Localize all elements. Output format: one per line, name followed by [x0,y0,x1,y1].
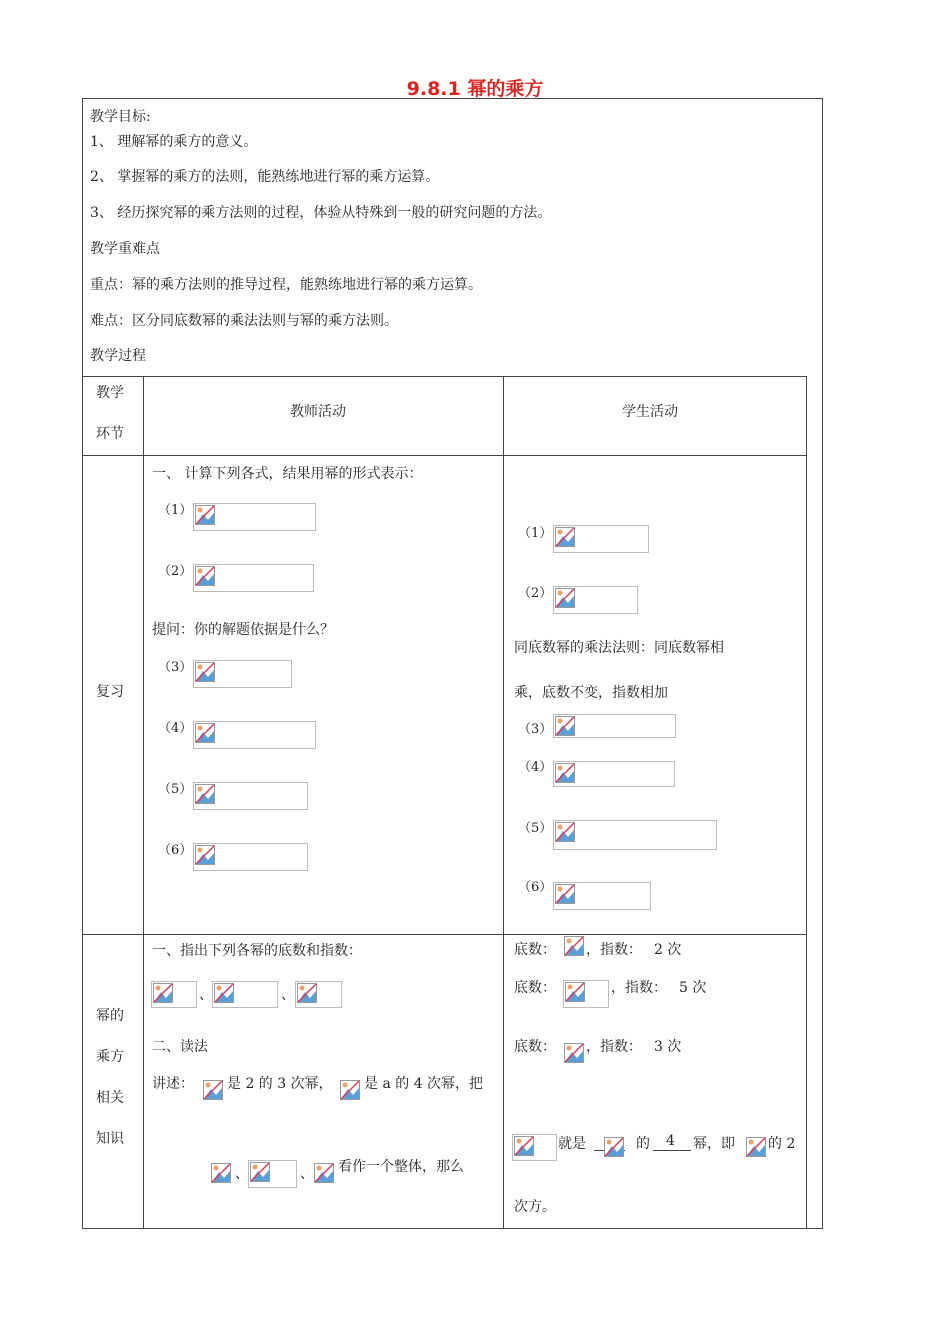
narrate-prefix: 讲述： [152,1076,194,1092]
whole-text: 看作一个整体，那么 [338,1159,464,1175]
blank-underline-2 [653,1150,691,1151]
broken-image-icon [555,763,575,783]
teacher-formula-6 [193,843,308,871]
header-stage-line2: 环节 [96,426,124,442]
broken-image-icon [211,1163,231,1183]
page-title: 9.8.1 幂的乘方 [406,78,544,100]
student-label-6: （6） [518,880,553,895]
broken-image-icon [514,1136,534,1156]
stage-power-line2: 乘方 [96,1049,124,1065]
power-teacher-item1: 一、指出下列各幂的底数和指数： [152,943,362,959]
whole-formula-1 [210,1162,234,1186]
student-rule-cont: 乘，底数不变，指数相加 [514,685,668,701]
whole-formula-3 [313,1162,337,1186]
whole-sep-1: 、 [235,1166,249,1182]
header-student: 学生活动 [622,404,678,420]
objective-1: 1、 理解幂的乘方的意义。 [90,134,258,150]
student-formula-6 [553,882,651,910]
of-text: 的 [636,1136,650,1152]
broken-image-icon [564,936,584,956]
base-formula-2 [563,980,609,1008]
whole-sep-2: 、 [300,1166,314,1182]
power-word: 幂，即 [693,1136,735,1152]
process-heading: 教学过程 [90,348,146,364]
broken-image-icon [153,983,173,1003]
review-row-border [82,934,806,935]
power-formula-c [295,981,342,1008]
teacher-label-3: （3） [158,660,193,675]
is-text: 就是 [558,1136,586,1152]
table-top-border [82,376,806,377]
teacher-label-1: （1） [158,503,193,518]
student-formula-4 [553,761,675,787]
broken-image-icon [214,983,234,1003]
teacher-formula-3 [193,660,292,688]
power-formula-a [151,981,197,1008]
narrate-mid: 是 2 的 3 次幂， [227,1076,333,1092]
key-heading: 教学重难点 [90,241,160,257]
base-label-3: 底数： [514,1039,556,1055]
teacher-label-4: （4） [158,721,193,736]
narrate-end: 是 a 的 4 次幂，把 [364,1076,484,1092]
student-label-2: （2） [518,586,553,601]
teacher-label-2: （2） [158,564,193,579]
teacher-formula-4 [193,721,316,749]
square-formula [745,1136,767,1160]
power-teacher-item2: 二、读法 [152,1039,208,1055]
teacher-label-6: （6） [158,843,193,858]
stage-power-line1: 幂的 [96,1008,124,1024]
student-label-4: （4） [518,760,553,775]
objectives-heading: 教学目标: [90,109,151,125]
base-label-2: 底数： [514,980,556,996]
teacher-formula-5 [193,782,308,810]
stage-column-border [143,376,144,1229]
of-2-text: 的 2 [768,1136,796,1152]
power-sep-1: 、 [199,987,213,1003]
teacher-formula-1 [193,503,316,531]
broken-image-icon [340,1080,360,1100]
student-formula-2 [553,586,638,614]
broken-image-icon [555,527,575,547]
power-sep-2: 、 [281,987,295,1003]
stage-review: 复习 [96,684,124,700]
objective-3: 3、 经历探究幂的乘方法则的过程，体验从特殊到一般的研究问题的方法。 [90,205,552,221]
broken-image-icon [555,884,575,904]
teacher-formula-2 [193,564,314,592]
stage-power-line3: 相关 [96,1090,124,1106]
hard-point: 难点：区分同底数幂的乘法法则与幂的乘方法则。 [90,313,398,329]
student-formula-1 [553,525,649,553]
exp-value-1: 2 次 [654,942,682,958]
student-label-3: （3） [518,722,553,737]
blank-formula [603,1136,625,1160]
objective-2: 2、 掌握幂的乘方的法则，能熟练地进行幂的乘方运算。 [90,169,440,185]
broken-image-icon [250,1162,270,1182]
broken-image-icon [555,716,575,736]
broken-image-icon [195,723,215,743]
broken-image-icon [195,566,215,586]
broken-image-icon [604,1137,624,1157]
review-teacher-intro: 一、 计算下列各式，结果用幂的形式表示： [152,466,423,482]
whole-formula-2 [248,1160,297,1188]
base-label-1: 底数： [514,942,556,958]
exp-value-2: 5 次 [679,980,707,996]
broken-image-icon [555,588,575,608]
review-question: 提问：你的解题依据是什么？ [152,622,334,638]
broken-image-icon [746,1137,766,1157]
base-formula-1 [563,935,585,957]
broken-image-icon [564,1043,584,1063]
broken-image-icon [195,784,215,804]
student-label-5: （5） [518,821,553,836]
header-row-border [82,455,806,456]
student-column-border [806,376,807,1229]
broken-image-icon [203,1080,223,1100]
broken-image-icon [314,1163,334,1183]
student-formula-5 [553,820,717,850]
header-teacher: 教师活动 [290,404,346,420]
narrate-formula-2 [339,1079,363,1103]
teacher-column-border [503,376,504,1229]
square-text: 次方。 [514,1199,556,1215]
header-stage-line1: 教学 [96,385,124,401]
broken-image-icon [565,982,585,1002]
base-formula-3 [563,1042,585,1068]
teacher-label-5: （5） [158,782,193,797]
broken-image-icon [195,505,215,525]
broken-image-icon [297,983,317,1003]
narrate-formula-1 [202,1079,226,1103]
exp-label-1: ，指数： [586,942,642,958]
is-formula [512,1134,557,1161]
exp-label-2: ，指数： [611,980,667,996]
student-rule: 同底数幂的乘法法则：同底数幂相 [514,640,724,656]
broken-image-icon [555,822,575,842]
key-point: 重点：幂的乘方法则的推导过程，能熟练地进行幂的乘方运算。 [90,277,482,293]
stage-power-line4: 知识 [96,1131,124,1147]
four-text: 4 [666,1133,675,1149]
student-formula-3 [553,714,676,738]
broken-image-icon [195,845,215,865]
exp-label-3: ，指数： [586,1039,642,1055]
power-formula-b [212,981,278,1008]
broken-image-icon [195,662,215,682]
exp-value-3: 3 次 [654,1039,682,1055]
student-label-1: （1） [518,526,553,541]
